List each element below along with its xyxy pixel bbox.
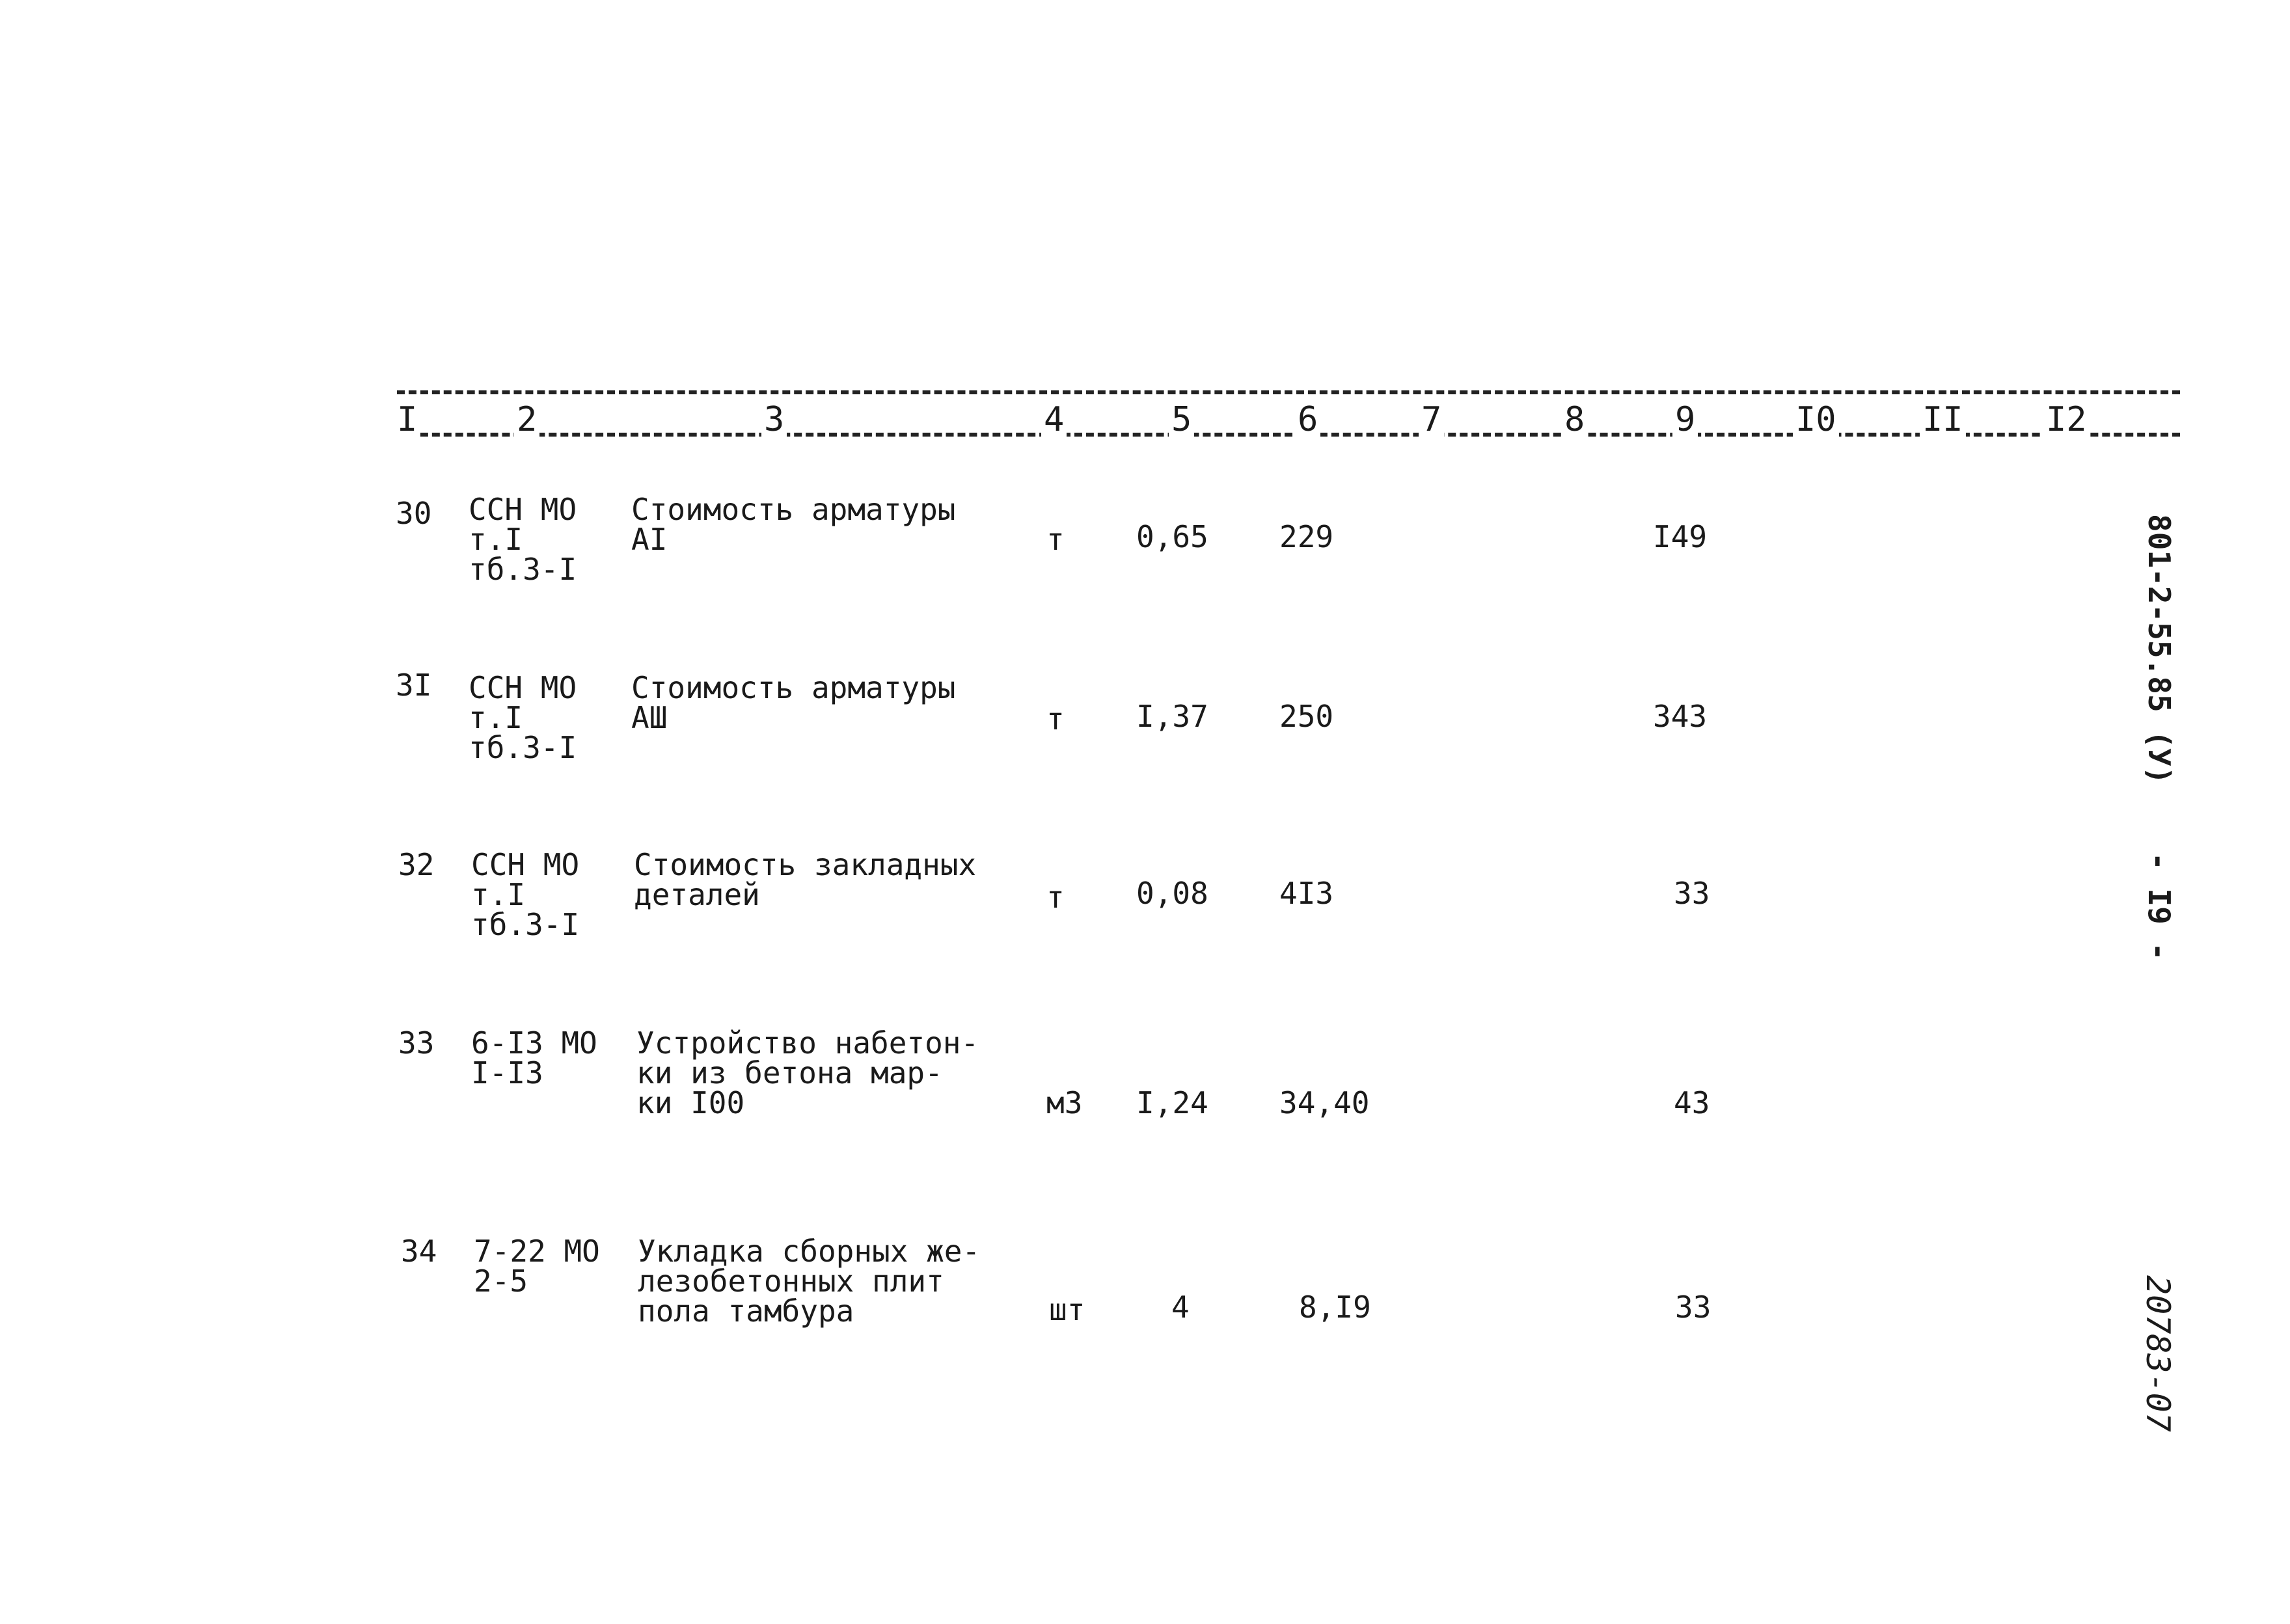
col-header-4: 4 (1041, 400, 1067, 439)
quantity: 0,08 (1136, 876, 1208, 911)
col-header-10: I0 (1793, 400, 1839, 439)
unit: т (1046, 880, 1065, 915)
unit-price: 250 (1279, 699, 1334, 734)
work-description: Устройство набетон- ки из бетона мар- ки I00 (636, 1025, 979, 1120)
row-number: 3I (396, 668, 432, 703)
col-header-11: II (1920, 400, 1966, 439)
row-number: 32 (398, 847, 435, 882)
work-description: Укладка сборных же- лезобетонных плит пола тамбура (638, 1234, 981, 1329)
row-number: 33 (398, 1025, 435, 1061)
col-header-7: 7 (1419, 400, 1444, 439)
work-description: Стоимость арматуры AI (631, 492, 956, 557)
document-code: 801-2-55.85 (У) (2142, 514, 2177, 785)
work-description: Стоимость закладных деталей (634, 847, 977, 912)
unit-price: 8,I9 (1299, 1290, 1371, 1325)
quantity: 0,65 (1136, 519, 1208, 554)
quantity: 4 (1171, 1290, 1190, 1325)
col-header-1: I (394, 400, 420, 439)
norm-reference: ССН МО т.I тб.3-I (469, 670, 577, 765)
unit: т (1046, 701, 1065, 737)
header-bottom-rule (397, 433, 2180, 437)
unit-price: 229 (1279, 519, 1334, 554)
col-header-9: 9 (1672, 400, 1698, 439)
total-cost: 343 (1653, 699, 1708, 734)
row-number: 30 (396, 496, 432, 531)
col-header-6: 6 (1295, 400, 1320, 439)
total-cost: 43 (1674, 1085, 1710, 1120)
table-top-rule (397, 390, 2180, 394)
quantity: I,24 (1136, 1085, 1208, 1120)
col-header-2: 2 (514, 400, 539, 439)
col-header-5: 5 (1169, 400, 1194, 439)
total-cost: I49 (1653, 519, 1708, 554)
norm-reference: ССН МО т.I тб.3-I (471, 847, 580, 942)
unit-price: 4I3 (1279, 876, 1334, 911)
norm-reference: 6-I3 МО I-I3 (471, 1025, 597, 1090)
work-description: Стоимость арматуры АШ (631, 670, 956, 735)
quantity: I,37 (1136, 699, 1208, 734)
row-number: 34 (401, 1234, 437, 1269)
unit: шт (1049, 1292, 1085, 1327)
total-cost: 33 (1674, 876, 1710, 911)
unit: м3 (1046, 1085, 1083, 1120)
page-number: - I9 - (2142, 852, 2177, 961)
unit: т (1046, 522, 1065, 557)
col-header-8: 8 (1562, 400, 1587, 439)
norm-reference: ССН МО т.I тб.3-I (469, 492, 577, 587)
total-cost: 33 (1675, 1290, 1711, 1325)
col-header-3: 3 (761, 400, 787, 439)
col-header-12: I2 (2043, 400, 2090, 439)
unit-price: 34,40 (1279, 1085, 1370, 1120)
norm-reference: 7-22 МО 2-5 (474, 1234, 600, 1299)
archive-stamp: 20783-07 (2139, 1275, 2177, 1432)
